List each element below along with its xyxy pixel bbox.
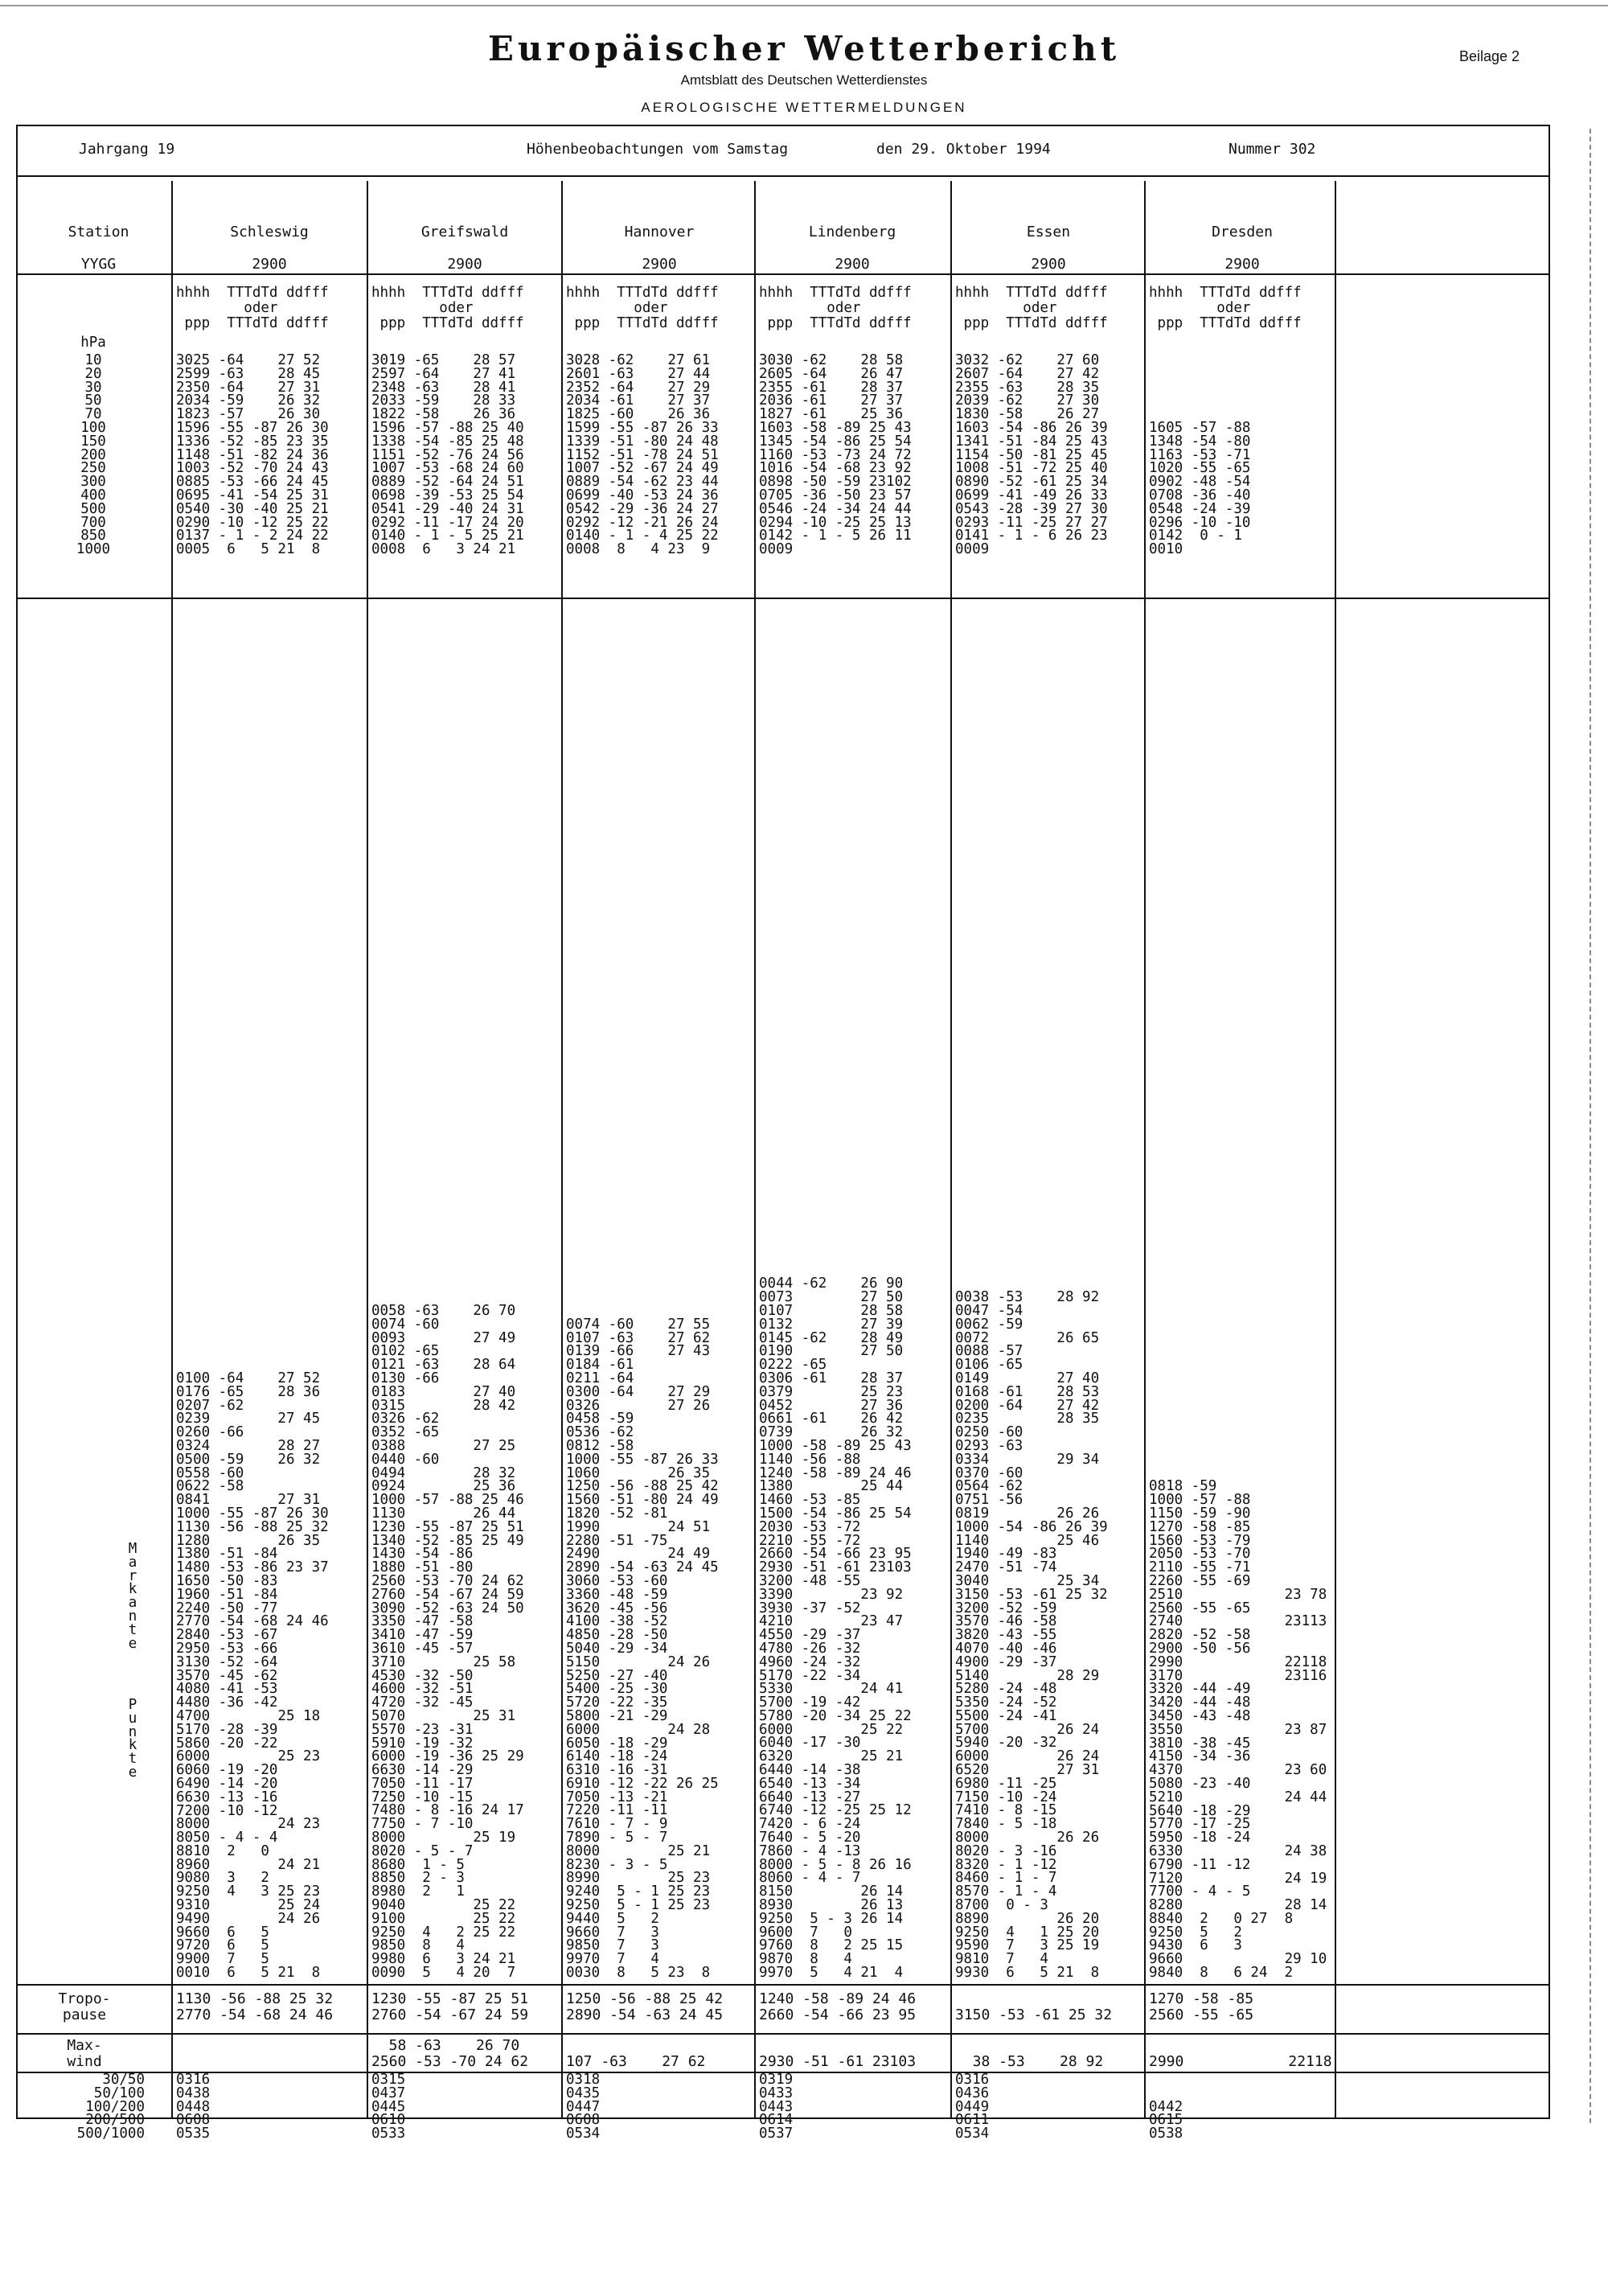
maxwind-data: 107 -63 27 62 <box>566 2053 706 2070</box>
station-label: Station <box>68 224 129 240</box>
station-code: 2900 <box>835 256 870 273</box>
standard-level-data: 3028 -62 27 61 2601 -63 27 44 2352 -64 27 29 2034 -61 27 37 1825 -60 26 36 1599 -55 -87 26 33 1339 -51 -80 24 48 1152 -51 -78 24 51 1007 -52 -67 24 49 0889 -54 -62 23 44 0699 -40 -53 24 36 0542 -29 -36 24 27 0292 -12 -21 26 24 0140 - 1 - 4 25 22 0008 8 4 23 9 <box>566 352 719 558</box>
tropopause-data: 1240 -58 -89 24 46 2660 -54 -66 23 95 <box>759 1990 917 2023</box>
column-header: hhhh TTTdTd ddfff oder ppp TTTdTd ddfff <box>759 285 912 331</box>
station-code: 2900 <box>1031 256 1066 273</box>
layer-thickness-data: 0316 0438 0448 0608 0535 <box>176 2072 211 2142</box>
jahrgang: Jahrgang 19 <box>79 141 175 158</box>
col-sep-6 <box>1144 181 1146 2119</box>
column-header: hhhh TTTdTd ddfff oder ppp TTTdTd ddfff <box>955 285 1108 331</box>
station-name: Lindenberg <box>808 224 896 240</box>
hpa-label: hPa <box>80 335 106 351</box>
standard-level-data: 3025 -64 27 52 2599 -63 28 45 2350 -64 27 31 2034 -59 26 32 1823 -57 26 30 1596 -55 -87 26 30 1336 -52 -85 23 35 1148 -51 -82 24 36 1003 -52 -70 24 43 0885 -53 -66 24 45 0695 -41 -54 25 31 0540 -30 -40 25 21 0290 -10 -12 25 22 0137 - 1 - 2 24 22 0005 6 5 21 8 <box>176 352 329 558</box>
page-title: Europäischer Wetterbericht <box>487 29 1121 68</box>
standard-level-data: 3019 -65 28 57 2597 -64 27 41 2348 -63 28 41 2033 -59 28 33 1822 -58 26 36 1596 -57 -88 25 40 1338 -54 -85 25 48 1151 -52 -76 24 56 1007 -53 -68 24 60 0889 -52 -64 24 51 0698 -39 -53 25 54 0541 -29 -40 24 31 0292 -11 -17 24 20 0140 - 1 - 5 25 21 0008 6 3 24 21 <box>371 352 524 558</box>
beilage-label: Beilage 2 <box>1459 48 1520 64</box>
column-header: hhhh TTTdTd ddfff oder ppp TTTdTd ddfff <box>371 285 524 331</box>
maxwind-data: 38 -53 28 92 <box>972 2053 1104 2070</box>
layer-thickness-data: 0442 0615 0538 <box>1149 2098 1183 2142</box>
markante-label: M a r k a n t e <box>128 1541 137 1652</box>
col-sep-3 <box>561 181 563 2119</box>
observation-date: den 29. Oktober 1994 <box>876 141 1051 158</box>
significant-points-data: 0074 -60 27 55 0107 -63 27 62 0139 -66 27 43 0184 -61 0211 -64 0300 -64 27 29 0326 27 26 0458 -59 0536 -62 0812 -58 1000 -55 -87 26 33 1060 26 35 1250 -56 -88 25 42 1560 -51 -80 24 49 1820 -52 -81 1990 24 51 2280 -51 -75 2490 24 49 2890 -54 -63 24 45 3060 -53 -60 3360 -48 -59 3620 -45 -56 4100 -38 -52 4850 -28 -50 5040 -29 -34 5150 24 26 5250 -27 -40 5400 -25 -30 5720 -22 -35 5800 -21 -29 6000 24 28 6050 -18 -29 6140 -18 -24 6310 -16 -31 6910 -12 -22 26 25 7050 -13 -21 7220 -11 -11 7610 - 7 - 9 7890 - 5 - 7 8000 25 21 8230 - 3 - 5 8990 25 23 9240 5 - 1 25 23 9250 5 - 1 25 23 9440 5 2 9660 7 3 9850 7 3 9970 7 4 0030 8 5 23 8 <box>566 1316 719 1982</box>
col-sep-4 <box>754 181 756 2119</box>
sig-divider <box>16 1984 1550 1986</box>
column-header: hhhh TTTdTd ddfff oder ppp TTTdTd ddfff <box>1149 285 1302 331</box>
edge-dash-marks <box>1590 129 1591 2123</box>
significant-points-data: 0038 -53 28 92 0047 -54 0062 -59 0072 26 65 0088 -57 0106 -65 0149 27 40 0168 -61 28 53 0200 -64 27 42 0235 28 35 0250 -60 0293 -63 0334 29 34 0370 -60 0564 -62 0751 -56 0819 26 26 1000 -54 -86 26 39 1140 25 46 1940 -49 -83 2470 -51 -74 3040 25 34 3150 -53 -61 25 32 3200 -52 -59 3570 -46 -58 3820 -43 -55 4070 -40 -46 4900 -29 -37 5140 28 29 5280 -24 -48 5350 -24 -52 5500 -24 -41 5700 26 24 5940 -20 -32 6000 26 24 6520 27 31 6980 -11 -25 7150 -10 -24 7410 - 8 -15 7840 - 5 -18 8000 26 26 8020 - 3 -16 8320 - 1 -12 8460 - 1 - 7 8570 - 1 - 4 8700 0 - 3 8890 26 20 9250 4 1 25 20 9590 7 3 25 19 9810 7 4 9930 6 5 21 8 <box>955 1289 1108 1982</box>
significant-points-data: 0058 -63 26 70 0074 -60 0093 27 49 0102 -65 0121 -63 28 64 0130 -66 0183 27 40 0315 28 42 0326 -62 0352 -65 0388 27 25 0440 -60 0494 28 32 0924 25 36 1000 -57 -88 25 46 1130 26 44 1230 -55 -87 25 51 1340 -52 -85 25 49 1430 -54 -86 1880 -51 -80 2560 -53 -70 24 62 2760 -54 -67 24 59 3090 -52 -63 24 50 3350 -47 -58 3410 -47 -59 3610 -45 -57 3710 25 58 4530 -32 -50 4600 -32 -51 4720 -32 -45 5070 25 31 5570 -23 -31 5910 -19 -32 6000 -19 -36 25 29 6630 -14 -29 7050 -11 -17 7250 -10 -15 7480 - 8 -16 24 17 7750 - 7 -10 8000 25 19 8020 - 5 - 7 8680 1 - 5 8850 2 - 3 8980 2 1 9040 25 22 9100 25 22 9250 4 2 25 22 9850 8 4 9980 6 3 24 21 0090 5 4 20 7 <box>371 1303 524 1982</box>
observation-label: Höhenbeobachtungen vom Samstag <box>527 141 789 158</box>
station-name: Schleswig <box>230 224 309 240</box>
tropo-divider <box>16 2033 1550 2035</box>
station-name: Essen <box>1026 224 1071 240</box>
significant-points-data: 0818 -59 1000 -57 -88 1150 -59 -90 1270 -58 -85 1560 -53 -79 2050 -53 -70 2110 -55 -71 2260 -55 -69 2510 23 78 2560 -55 -65 2740 23113 2820 -52 -58 2900 -50 -56 2990 22118 3170 23116 3320 -44 -49 3420 -44 -48 3450 -43 -48 3550 23 87 3810 -38 -45 4150 -34 -36 4370 23 60 5080 -23 -40 5210 24 44 5640 -18 -29 5770 -17 -25 5950 -18 -24 6330 24 38 6790 -11 -12 7120 24 19 7700 - 4 - 5 8280 28 14 8840 2 0 27 8 9250 5 2 9430 6 3 9660 29 10 9840 8 6 24 2 <box>1149 1478 1327 1982</box>
top-rule <box>0 5 1608 6</box>
station-code: 2900 <box>1224 256 1260 273</box>
col-sep-2 <box>367 181 368 2119</box>
page-subtitle: Amtsblatt des Deutschen Wetterdienstes <box>680 72 928 88</box>
yygg-label: YYGG <box>80 256 117 273</box>
standard-level-data: 3032 -62 27 60 2607 -64 27 42 2355 -63 28 35 2039 -62 27 30 1830 -58 26 27 1603 -54 -86 26 39 1341 -51 -84 25 43 1154 -50 -81 25 45 1008 -51 -72 25 40 0890 -52 -61 25 34 0699 -41 -49 26 33 0543 -28 -39 27 30 0293 -11 -25 27 27 0141 - 1 - 6 26 23 0009 <box>955 352 1108 558</box>
punkte-label: P u n k t e <box>128 1697 137 1781</box>
layer-thickness-data: 0316 0436 0449 0611 0534 <box>955 2072 990 2142</box>
col-sep-5 <box>950 181 952 2119</box>
col-sep-7 <box>1335 181 1336 2119</box>
tropopause-data: 3150 -53 -61 25 32 <box>955 2006 1113 2023</box>
maxwind-label: Max- wind <box>67 2037 102 2070</box>
station-code: 2900 <box>642 256 677 273</box>
significant-points-data: 0100 -64 27 52 0176 -65 28 36 0207 -62 0239 27 45 0260 -66 0324 28 27 0500 -59 26 32 0558 -60 0622 -58 0841 27 31 1000 -55 -87 26 30 1130 -56 -88 25 32 1280 26 35 1380 -51 -84 1480 -53 -86 23 37 1650 -50 -83 1960 -51 -84 2240 -50 -77 2770 -54 -68 24 46 2840 -53 -67 2950 -53 -66 3130 -52 -64 3570 -45 -62 4080 -41 -53 4480 -36 -42 4700 25 18 5170 -28 -39 5860 -20 -22 6000 25 23 6060 -19 -20 6490 -14 -20 6630 -13 -16 7200 -10 -12 8000 24 23 8050 - 4 - 4 8810 2 0 8960 24 21 9080 3 2 9250 4 3 25 23 9310 25 24 9490 24 26 9660 6 5 9720 6 5 9900 7 5 0010 6 5 21 8 <box>176 1370 329 1982</box>
station-name: Dresden <box>1212 224 1273 240</box>
layer-level-list: 30/50 50/100 100/200 200/500 500/1000 <box>76 2072 145 2142</box>
layer-thickness-data: 0318 0435 0447 0608 0534 <box>566 2072 601 2142</box>
maxwind-data: 58 -63 26 70 2560 -53 -70 24 62 <box>371 2037 529 2070</box>
section-title: AEROLOGISCHE WETTERMELDUNGEN <box>641 100 967 115</box>
tropopause-data: 1270 -58 -85 2560 -55 -65 <box>1149 1990 1254 2023</box>
station-name: Greifswald <box>420 224 509 240</box>
station-name: Hannover <box>624 224 695 240</box>
column-header: hhhh TTTdTd ddfff oder ppp TTTdTd ddfff <box>176 285 329 331</box>
tropopause-data: 1250 -56 -88 25 42 2890 -54 -63 24 45 <box>566 1990 724 2023</box>
station-code: 2900 <box>447 256 482 273</box>
layer-thickness-data: 0319 0433 0443 0614 0537 <box>759 2072 794 2142</box>
maxwind-data: 2930 -51 -61 23103 <box>759 2053 917 2070</box>
station-code: 2900 <box>252 256 287 273</box>
layer-thickness-data: 0315 0437 0445 0610 0533 <box>371 2072 406 2142</box>
significant-points-data: 0044 -62 26 90 0073 27 50 0107 28 58 0132 27 39 0145 -62 28 49 0190 27 50 0222 -65 0306 -61 28 37 0379 25 23 0452 27 36 0661 -61 26 42 0739 26 32 1000 -58 -89 25 43 1140 -56 -88 1240 -58 -89 24 46 1380 25 44 1460 -53 -85 1500 -54 -86 25 54 2030 -53 -72 2210 -55 -72 2660 -54 -66 23 95 2930 -51 -61 23103 3200 -48 -55 3390 23 92 3930 -37 -52 4210 23 47 4550 -29 -37 4780 -26 -32 4960 -24 -32 5170 -22 -34 5330 24 41 5700 -19 -42 5780 -20 -34 25 22 6000 25 22 6040 -17 -30 6320 25 21 6440 -14 -38 6540 -13 -34 6640 -13 -27 6740 -12 -25 25 12 7420 - 6 -24 7640 - 5 -20 7860 - 4 -13 8000 - 5 - 8 26 16 8060 - 4 - 7 8150 26 14 8930 26 13 9250 5 - 3 26 14 9600 7 0 9760 8 2 25 15 9870 8 4 9970 5 4 21 4 <box>759 1275 912 1982</box>
tropopause-data: 1130 -56 -88 25 32 2770 -54 -68 24 46 <box>176 1990 334 2023</box>
tropopause-data: 1230 -55 -87 25 51 2760 -54 -67 24 59 <box>371 1990 529 2023</box>
col-sep-1 <box>171 181 173 2119</box>
issue-number: Nummer 302 <box>1229 141 1316 158</box>
pressure-level-list: 10 20 30 50 70 100 150 200 250 300 400 500 700 850 1000 <box>76 352 111 558</box>
stdlevel-divider <box>16 598 1550 599</box>
standard-level-data: 1605 -57 -88 1348 -54 -80 1163 -53 -71 1020 -55 -65 0902 -48 -54 0708 -36 -40 0548 -24 -39 0296 -10 -10 0142 0 - 1 0010 <box>1149 419 1251 558</box>
code-row-divider <box>16 273 1550 275</box>
column-header: hhhh TTTdTd ddfff oder ppp TTTdTd ddfff <box>566 285 719 331</box>
maxwind-data: 2990 22118 <box>1149 2053 1332 2070</box>
tropopause-label: Tropo- pause <box>58 1990 111 2023</box>
standard-level-data: 3030 -62 28 58 2605 -64 26 47 2355 -61 28 37 2036 -61 27 37 1827 -61 25 36 1603 -58 -89 25 43 1345 -54 -86 25 54 1160 -53 -73 24 72 1016 -54 -68 23 92 0898 -50 -59 23102 0705 -36 -50 23 57 0546 -24 -34 24 44 0294 -10 -25 25 13 0142 - 1 - 5 26 11 0009 <box>759 352 912 558</box>
info-row-divider <box>16 175 1550 177</box>
